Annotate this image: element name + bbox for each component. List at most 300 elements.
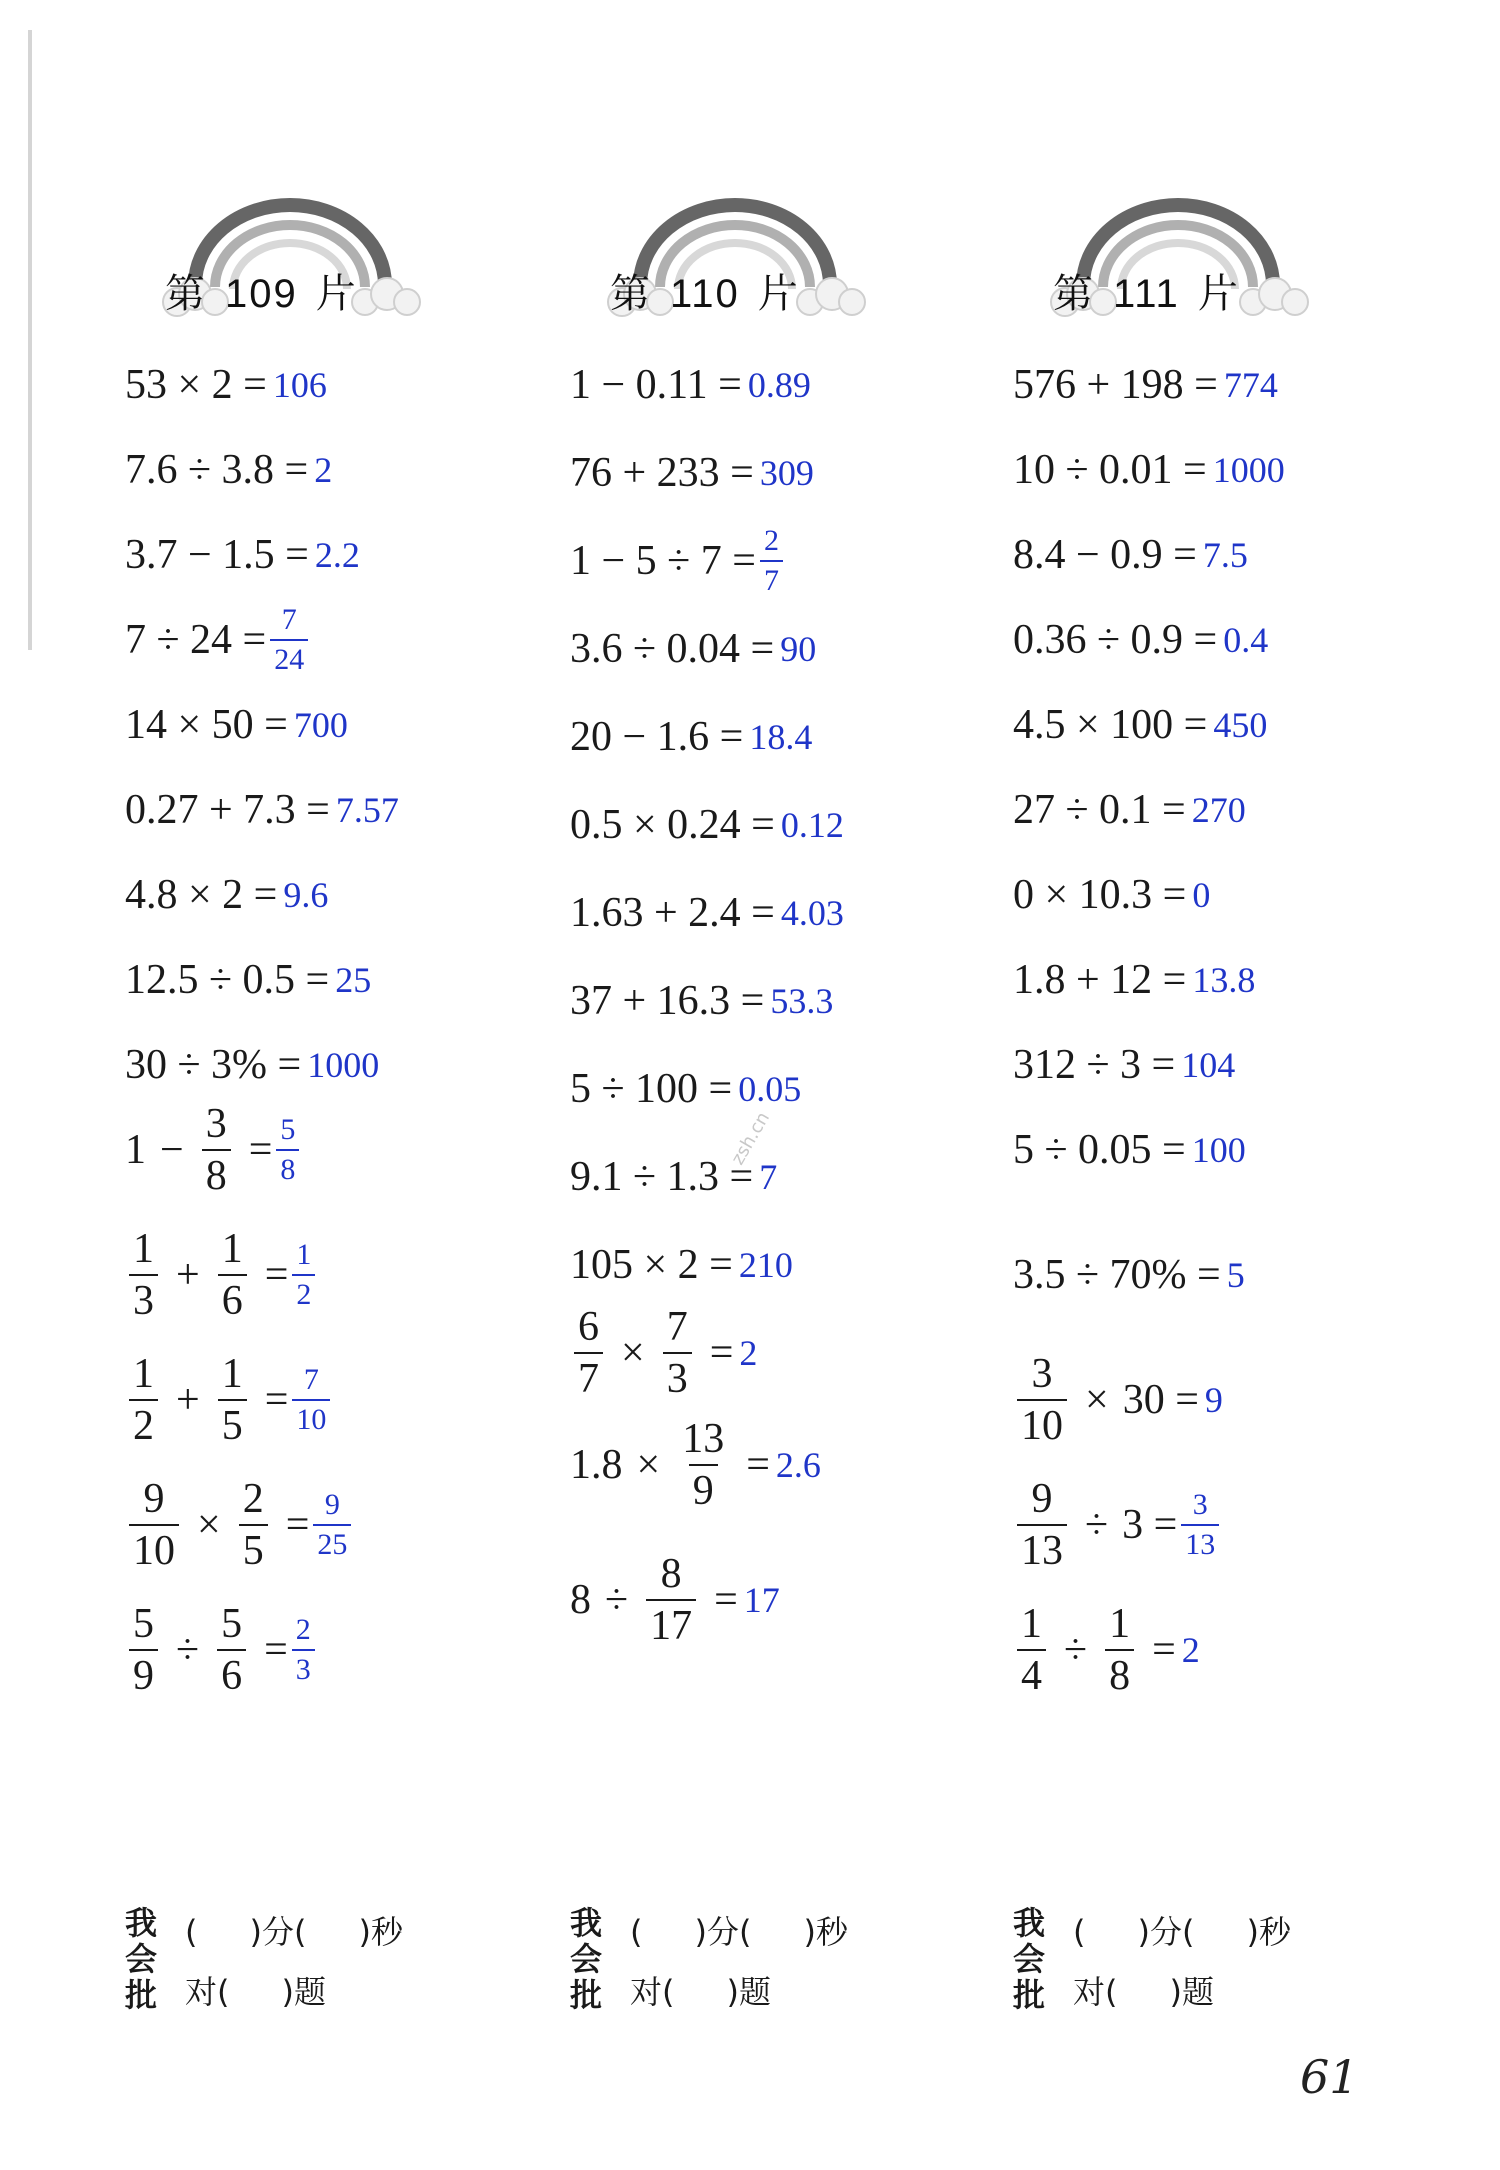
fraction	[129, 1478, 179, 1572]
problem-row	[1013, 1230, 1245, 1320]
expression-text: 3.5 ÷ 70% =	[1013, 1252, 1221, 1298]
problem-row	[125, 510, 360, 600]
answer: 270	[1191, 790, 1246, 830]
denominator: 10	[1017, 1399, 1067, 1447]
denominator: 6	[218, 1274, 247, 1322]
denominator: 7	[574, 1352, 603, 1400]
expression-text: 12.5 ÷ 0.5 =	[125, 957, 330, 1003]
denominator: 9	[689, 1464, 718, 1512]
numerator: 2	[763, 524, 779, 557]
denominator: 17	[646, 1599, 696, 1647]
answer-fraction	[760, 526, 783, 596]
denominator: 13	[1181, 1524, 1219, 1560]
problem-row	[570, 868, 844, 958]
problem-row	[125, 1020, 379, 1110]
expression-text: 1.8 + 12 =	[1013, 957, 1187, 1003]
answer: 309	[759, 453, 814, 493]
equals-sign: =	[746, 1442, 770, 1488]
problem-row	[125, 425, 332, 515]
answer: 1000	[1212, 450, 1285, 490]
denominator: 24	[270, 639, 308, 675]
numerator: 3	[205, 1101, 227, 1147]
expression-text: 105 × 2 =	[570, 1242, 733, 1288]
problem-row	[125, 1226, 319, 1324]
numerator: 1	[221, 1226, 243, 1272]
answer: 0	[1192, 875, 1211, 915]
problem-row	[570, 340, 811, 430]
title-number: 109	[225, 272, 298, 316]
card-header	[570, 190, 1000, 340]
expression-text: 312 ÷ 3 =	[1013, 1042, 1176, 1088]
denominator: 13	[1017, 1524, 1067, 1572]
equals-sign: =	[714, 1577, 738, 1623]
expression	[125, 616, 266, 664]
denominator: 3	[292, 1649, 315, 1685]
expression	[125, 361, 267, 409]
expression	[570, 1553, 738, 1647]
operator: ×	[636, 1442, 661, 1488]
problem-row	[1013, 1476, 1223, 1574]
minutes-text: )分(	[249, 1913, 307, 1951]
lead-number: 8	[570, 1577, 591, 1623]
problem-row	[125, 340, 327, 430]
expression	[1013, 1251, 1221, 1299]
fraction	[574, 1306, 603, 1400]
fraction	[663, 1306, 692, 1400]
expression	[1013, 616, 1217, 664]
expression-text: 10 ÷ 0.01 =	[1013, 447, 1207, 493]
binding-edge	[28, 30, 32, 650]
correct-close: )题	[1169, 1973, 1214, 2011]
minutes-text: )分(	[694, 1913, 752, 1951]
card-header	[125, 190, 555, 340]
problem-row	[570, 1220, 793, 1310]
answer: 17	[743, 1580, 780, 1620]
expression-text: 0.5 × 0.24 =	[570, 802, 775, 848]
numerator: 5	[280, 1113, 296, 1146]
equals-sign: =	[285, 1502, 310, 1548]
operator: +	[176, 1252, 200, 1298]
grading-label-char: 我	[570, 1904, 603, 1942]
correct-open: 对(	[630, 1973, 675, 2011]
grading-label-char: 批	[125, 1976, 158, 2014]
operator: ÷	[605, 1577, 629, 1623]
numerator: 7	[303, 1363, 319, 1396]
expression	[1013, 1603, 1176, 1697]
expression-text: 0 × 10.3 =	[1013, 872, 1187, 918]
answer: 7.57	[335, 790, 399, 830]
expression	[570, 713, 743, 761]
expression-text: 3 =	[1122, 1502, 1178, 1548]
fraction	[239, 1478, 268, 1572]
problem-row	[1013, 1601, 1200, 1699]
fraction	[218, 1228, 247, 1322]
denominator: 6	[217, 1649, 246, 1697]
expression-text: 1 − 5 ÷ 7 =	[570, 538, 756, 584]
card-header	[1013, 190, 1443, 340]
problem-row	[125, 1101, 303, 1199]
problem-row	[570, 780, 844, 870]
seconds-text: )秒	[358, 1913, 403, 1951]
problem-row	[1013, 1020, 1235, 1110]
answer: 4.03	[780, 893, 844, 933]
fraction	[129, 1353, 158, 1447]
denominator: 4	[1017, 1649, 1046, 1697]
expression	[125, 531, 309, 579]
expression-text: 7.6 ÷ 3.8 =	[125, 447, 309, 493]
expression-text: 14 × 50 =	[125, 702, 288, 748]
expression	[125, 701, 288, 749]
denominator: 10	[292, 1399, 330, 1435]
expression-text: 3.7 − 1.5 =	[125, 532, 309, 578]
expression-text: 4.8 × 2 =	[125, 872, 278, 918]
operator: ×	[197, 1502, 221, 1548]
answer: 210	[738, 1245, 793, 1285]
expression	[570, 977, 764, 1025]
problem-row	[125, 1351, 334, 1449]
self-grading-box	[1013, 1905, 1433, 2025]
answer: 2	[739, 1333, 758, 1373]
expression-text: 1.63 + 2.4 =	[570, 890, 775, 936]
fraction	[129, 1228, 158, 1322]
expression	[1013, 1478, 1177, 1572]
seconds-text: )秒	[1246, 1913, 1291, 1951]
lead-number: 1.8	[570, 1442, 623, 1488]
answer-fraction	[276, 1115, 299, 1185]
answer: 2.6	[775, 1445, 821, 1485]
grading-label-char: 批	[570, 1976, 603, 2014]
denominator: 8	[276, 1149, 299, 1185]
expression-text: 30 =	[1122, 1377, 1199, 1423]
expression-text: 9.1 ÷ 1.3 =	[570, 1154, 754, 1200]
title-suffix: 片	[315, 271, 358, 317]
expression-text: 3.6 ÷ 0.04 =	[570, 626, 775, 672]
expression-text: 8.4 − 0.9 =	[1013, 532, 1197, 578]
self-grading-box	[125, 1905, 545, 2025]
numerator: 1	[221, 1351, 243, 1397]
expression	[125, 1353, 288, 1447]
operator: −	[160, 1127, 184, 1173]
problem-row	[125, 765, 399, 855]
correct-close: )题	[281, 1973, 326, 2011]
answer: 18.4	[749, 717, 813, 757]
expression	[1013, 446, 1207, 494]
numerator: 13	[682, 1416, 725, 1462]
answer: 774	[1223, 365, 1278, 405]
expression-text: 4.5 × 100 =	[1013, 702, 1208, 748]
answer-fraction	[292, 1615, 315, 1685]
seconds-text: )秒	[803, 1913, 848, 1951]
answer: 0.05	[738, 1069, 802, 1109]
expression-text: 27 ÷ 0.1 =	[1013, 787, 1186, 833]
expression	[570, 449, 754, 497]
grading-label-char: 会	[1013, 1940, 1046, 1978]
problem-row	[1013, 1105, 1246, 1195]
denominator: 10	[129, 1524, 179, 1572]
expression	[125, 1478, 309, 1572]
card-title	[165, 262, 358, 319]
numerator: 1	[1021, 1601, 1042, 1647]
grading-label-char: 批	[1013, 1976, 1046, 2014]
operator: ÷	[176, 1627, 200, 1673]
problem-row	[1013, 850, 1210, 940]
expression-text: 0.27 + 7.3 =	[125, 787, 330, 833]
answer: 1000	[307, 1045, 380, 1085]
expression	[125, 786, 330, 834]
expression-text: 5 ÷ 0.05 =	[1013, 1127, 1186, 1173]
fraction	[1017, 1603, 1046, 1697]
answer-fraction	[1181, 1490, 1219, 1560]
numerator: 2	[295, 1613, 311, 1646]
denominator: 2	[129, 1399, 158, 1447]
answer-fraction	[313, 1490, 351, 1560]
denominator: 8	[1105, 1649, 1134, 1697]
problem-row	[125, 935, 371, 1025]
title-prefix: 第	[610, 271, 652, 317]
answer: 100	[1191, 1130, 1246, 1170]
expression	[570, 801, 775, 849]
expression	[570, 361, 742, 409]
numerator: 1	[1109, 1601, 1131, 1647]
fraction	[1017, 1478, 1067, 1572]
expression-text: 1 − 0.11 =	[570, 362, 742, 408]
expression	[125, 446, 308, 494]
fraction	[202, 1103, 231, 1197]
problem-row	[570, 1304, 758, 1402]
answer-fraction	[292, 1365, 330, 1435]
exercise-card-111	[1013, 190, 1443, 2014]
problem-row	[125, 1476, 355, 1574]
correct-line	[630, 1967, 771, 2013]
expression	[1013, 786, 1186, 834]
problem-row	[1013, 425, 1285, 515]
numerator: 5	[221, 1601, 243, 1647]
numerator: 6	[578, 1304, 599, 1350]
expression	[570, 889, 775, 937]
equals-sign: =	[264, 1627, 288, 1673]
paren-open: (	[630, 1913, 643, 1951]
problem-row	[570, 1416, 821, 1514]
answer: 2	[314, 450, 333, 490]
problem-row	[570, 956, 833, 1046]
expression-text: 0.36 ÷ 0.9 =	[1013, 617, 1218, 663]
numerator: 9	[324, 1488, 340, 1521]
operator: +	[176, 1377, 200, 1423]
title-number: 111	[1113, 272, 1180, 316]
correct-line	[1073, 1967, 1214, 2013]
expression	[125, 1103, 272, 1197]
expression	[1013, 361, 1218, 409]
fraction	[218, 1353, 247, 1447]
expression	[125, 871, 277, 919]
denominator: 2	[292, 1274, 315, 1310]
answer: 13.8	[1192, 960, 1256, 1000]
problem-row	[1013, 510, 1248, 600]
operator: ×	[621, 1330, 645, 1376]
numerator: 9	[1031, 1476, 1053, 1522]
expression-text: 7 ÷ 24 =	[125, 617, 267, 663]
time-line	[185, 1907, 403, 1953]
problem-row	[1013, 680, 1267, 770]
grading-label-char: 会	[125, 1940, 158, 1978]
page-number: 61	[1300, 2050, 1359, 2104]
answer: 7	[759, 1157, 778, 1197]
expression	[1013, 531, 1197, 579]
minutes-text: )分(	[1137, 1913, 1195, 1951]
title-suffix: 片	[1197, 271, 1240, 317]
answer: 0.4	[1223, 620, 1269, 660]
grading-label-char: 我	[125, 1904, 158, 1942]
equals-sign: =	[709, 1330, 734, 1376]
fraction	[1017, 1353, 1067, 1447]
denominator: 9	[129, 1649, 158, 1697]
expression-text: 37 + 16.3 =	[570, 978, 765, 1024]
denominator: 3	[663, 1352, 692, 1400]
equals-sign: =	[264, 1252, 289, 1298]
answer: 5	[1226, 1255, 1245, 1295]
time-line	[630, 1907, 848, 1953]
fraction	[678, 1418, 728, 1512]
time-line	[1073, 1907, 1291, 1953]
denominator: 5	[218, 1399, 247, 1447]
expression	[1013, 871, 1186, 919]
answer: 106	[272, 365, 327, 405]
numerator: 1	[296, 1238, 312, 1271]
answer: 450	[1213, 705, 1268, 745]
numerator: 8	[660, 1551, 682, 1597]
expression	[1013, 701, 1207, 749]
denominator: 5	[239, 1524, 268, 1572]
fraction	[646, 1553, 696, 1647]
numerator: 9	[143, 1476, 165, 1522]
expression-text: 53 × 2 =	[125, 362, 267, 408]
answer: 53.3	[770, 981, 834, 1021]
exercise-card-109	[125, 190, 555, 2014]
expression	[125, 1228, 288, 1322]
expression	[125, 1603, 288, 1697]
grading-label-char: 我	[1013, 1904, 1046, 1942]
numerator: 3	[1192, 1488, 1208, 1521]
answer: 0.89	[747, 365, 811, 405]
answer: 90	[780, 629, 817, 669]
answer: 0.12	[780, 805, 844, 845]
problem-row	[570, 1551, 780, 1649]
problem-row	[125, 595, 312, 685]
answer: 9	[1204, 1380, 1223, 1420]
problem-row	[1013, 935, 1255, 1025]
title-prefix: 第	[1053, 271, 1095, 317]
expression	[570, 625, 774, 673]
expression	[570, 1306, 733, 1400]
numerator: 1	[133, 1351, 154, 1397]
expression-text: 5 ÷ 100 =	[570, 1066, 733, 1112]
fraction	[217, 1603, 246, 1697]
expression	[125, 1041, 301, 1089]
paren-open: (	[185, 1913, 198, 1951]
expression	[1013, 956, 1186, 1004]
equals-sign: =	[248, 1127, 273, 1173]
card-title	[610, 262, 800, 319]
self-grading-box	[570, 1905, 990, 2025]
correct-open: 对(	[1073, 1973, 1118, 2011]
problem-row	[125, 680, 348, 770]
expression	[125, 956, 329, 1004]
grading-label	[570, 1905, 602, 2013]
title-prefix: 第	[165, 271, 207, 317]
problem-row	[570, 428, 814, 518]
correct-close: )题	[726, 1973, 771, 2011]
correct-line	[185, 1967, 326, 2013]
answer: 104	[1181, 1045, 1236, 1085]
expression	[1013, 1041, 1175, 1089]
answer: 700	[293, 705, 348, 745]
answer-fraction	[292, 1240, 315, 1310]
expression-text: 20 − 1.6 =	[570, 714, 744, 760]
operator: ÷	[1064, 1627, 1088, 1673]
expression	[570, 1153, 753, 1201]
grading-label-char: 会	[570, 1940, 603, 1978]
answer-fraction	[270, 605, 308, 675]
problem-row	[125, 850, 328, 940]
numerator: 5	[133, 1601, 154, 1647]
numerator: 2	[242, 1476, 264, 1522]
expression	[570, 1241, 733, 1289]
expression-text: 30 ÷ 3% =	[125, 1042, 302, 1088]
denominator: 25	[313, 1524, 351, 1560]
problem-row	[125, 1601, 319, 1699]
lead-number: 1	[125, 1127, 146, 1173]
problem-row	[1013, 340, 1278, 430]
numerator: 3	[1031, 1351, 1053, 1397]
answer: 9.6	[283, 875, 329, 915]
answer: 7.5	[1202, 535, 1248, 575]
fraction	[129, 1603, 158, 1697]
expression	[1013, 1353, 1199, 1447]
grading-label	[125, 1905, 157, 2013]
operator: ÷	[1085, 1502, 1109, 1548]
title-number: 110	[670, 272, 740, 316]
denominator: 7	[760, 560, 783, 596]
numerator: 7	[281, 603, 297, 636]
operator: ×	[1085, 1377, 1109, 1423]
problem-row	[1013, 595, 1268, 685]
equals-sign: =	[1152, 1627, 1176, 1673]
expression	[570, 1418, 770, 1512]
expression-text: 76 + 233 =	[570, 450, 754, 496]
expression	[570, 537, 756, 585]
denominator: 3	[129, 1274, 158, 1322]
numerator: 7	[666, 1304, 688, 1350]
answer: 25	[335, 960, 372, 1000]
problem-row	[1013, 1351, 1223, 1449]
watermark: zsh.cn	[727, 1108, 775, 1169]
answer: 2	[1181, 1630, 1200, 1670]
title-suffix: 片	[757, 271, 800, 317]
fraction	[1105, 1603, 1134, 1697]
expression-text: 576 + 198 =	[1013, 362, 1218, 408]
paren-open: (	[1073, 1913, 1086, 1951]
answer: 2.2	[314, 535, 360, 575]
equals-sign: =	[264, 1377, 289, 1423]
card-title	[1053, 262, 1240, 319]
correct-open: 对(	[185, 1973, 230, 2011]
problem-row	[570, 516, 787, 606]
numerator: 1	[133, 1226, 154, 1272]
expression	[570, 1065, 732, 1113]
grading-label	[1013, 1905, 1045, 2013]
problem-row	[570, 604, 816, 694]
problem-row	[1013, 765, 1246, 855]
